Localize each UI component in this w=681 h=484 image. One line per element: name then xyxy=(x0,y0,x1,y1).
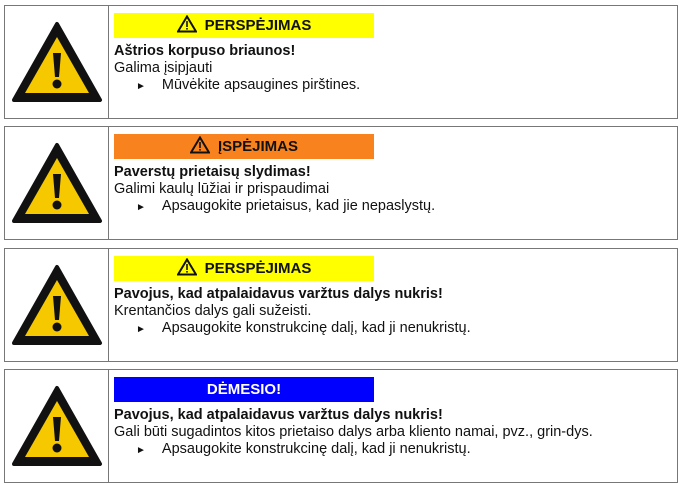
bullet-arrow-icon: ► xyxy=(136,445,146,456)
action-item xyxy=(114,77,677,95)
safety-notice xyxy=(4,126,678,240)
small-warning-icon xyxy=(177,258,205,280)
warning-triangle-icon xyxy=(5,6,109,118)
action-text: Apsaugokite prietaisus, kad jie nepaslystų. xyxy=(161,198,436,214)
signal-word: ĮSPĖJIMAS xyxy=(217,138,299,155)
small-warning-icon xyxy=(177,15,205,37)
hazard-consequence: Galima įsipjauti xyxy=(114,60,213,76)
hazard-consequence: Gali būti sugadintos kitos prietaiso dalys arba kliento namai, pvz., grin-dys. xyxy=(114,424,593,440)
hazard-title: Aštrios korpuso briaunos! xyxy=(114,43,296,59)
action-text: Apsaugokite konstrukcinę dalį, kad ji nenukristų. xyxy=(161,320,471,336)
hazard-consequence: Galimi kaulų lūžiai ir prispaudimai xyxy=(114,181,330,197)
safety-notice xyxy=(4,5,678,119)
action-item xyxy=(114,320,677,338)
bullet-arrow-icon: ► xyxy=(136,81,146,92)
action-text: Apsaugokite konstrukcinę dalį, kad ji nenukristų. xyxy=(161,441,471,457)
hazard-consequence: Krentančios dalys gali sužeisti. xyxy=(114,303,312,319)
safety-notice xyxy=(4,369,678,483)
hazard-title: Pavojus, kad atpalaidavus varžtus dalys nukris! xyxy=(114,286,443,302)
signal-word-banner xyxy=(114,256,374,281)
hazard-title: Pavojus, kad atpalaidavus varžtus dalys nukris! xyxy=(114,407,443,423)
action-item xyxy=(114,441,677,459)
signal-word-banner xyxy=(114,377,374,402)
small-warning-icon xyxy=(190,136,218,158)
signal-word-banner xyxy=(114,134,374,159)
action-text: Mūvėkite apsaugines pirštines. xyxy=(161,77,361,93)
signal-word: PERSPĖJIMAS xyxy=(204,17,312,34)
signal-word: PERSPĖJIMAS xyxy=(204,260,312,277)
safety-notice xyxy=(4,248,678,362)
signal-word: DĖMESIO! xyxy=(206,381,282,398)
warning-triangle-icon xyxy=(5,127,109,239)
bullet-arrow-icon: ► xyxy=(136,202,146,213)
action-item xyxy=(114,198,677,216)
warning-triangle-icon xyxy=(5,249,109,361)
warning-triangle-icon xyxy=(5,370,109,482)
signal-word-banner xyxy=(114,13,374,38)
hazard-title: Paverstų prietaisų slydimas! xyxy=(114,164,311,180)
bullet-arrow-icon: ► xyxy=(136,324,146,335)
